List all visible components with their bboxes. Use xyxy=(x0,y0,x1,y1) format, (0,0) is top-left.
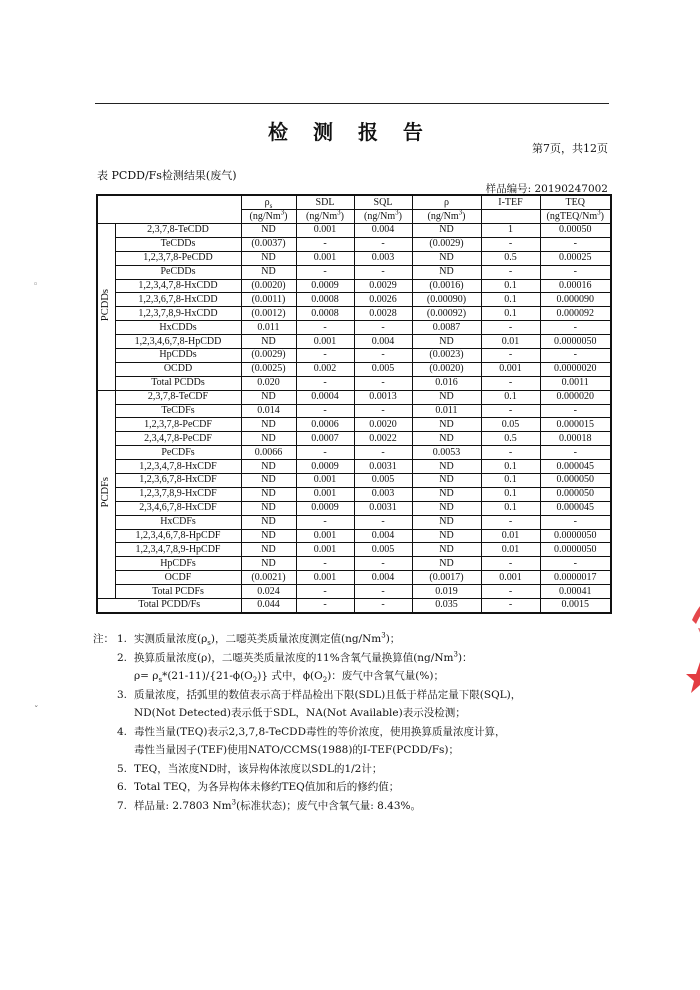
note-2: 2. 换算质量浓度(ρ)，二噁英类质量浓度的11%含氧气量换算值(ng/Nm$^3$)： xyxy=(117,650,473,664)
cell-teq: 0.0000050 xyxy=(540,543,611,557)
table-row xyxy=(97,376,611,390)
cell-sdl: 0.001 xyxy=(296,224,354,238)
cell-teq: 0.000092 xyxy=(540,307,611,321)
unit-sdl: (ng/Nm$^3$) xyxy=(296,210,354,224)
cell-rho: (0.00090) xyxy=(412,293,481,307)
cell-sdl: - xyxy=(296,237,354,251)
header-rule xyxy=(95,103,609,104)
cell-rho: ND xyxy=(412,265,481,279)
table-row xyxy=(97,321,611,335)
results-table xyxy=(96,194,612,614)
cell-sdl: 0.001 xyxy=(296,335,354,349)
cell-rho: ND xyxy=(412,418,481,432)
cell-sdl: - xyxy=(296,404,354,418)
cell-sdl: 0.001 xyxy=(296,529,354,543)
cell-rho-s: ND xyxy=(241,265,296,279)
cell-teq: 0.0000020 xyxy=(540,362,611,376)
cell-sdl: - xyxy=(296,557,354,571)
table-row xyxy=(97,515,611,529)
note-2-formula: $\rho= \rho_s*(21-11)/\{21-\phi(O_2)\}$ 式中，$\phi(O_2)$：废气中含氧气量(%)； xyxy=(134,670,444,685)
cell-sdl: 0.0008 xyxy=(296,293,354,307)
compound-name: TeCDFs xyxy=(115,404,241,418)
cell-sql: 0.0028 xyxy=(354,307,412,321)
cell-sql: 0.004 xyxy=(354,224,412,238)
cell-itef: - xyxy=(481,446,540,460)
cell-itef: 0.1 xyxy=(481,501,540,515)
cell-rho: (0.0023) xyxy=(412,349,481,363)
table-row xyxy=(97,307,611,321)
cell-sql: - xyxy=(354,557,412,571)
cell-sql: 0.003 xyxy=(354,487,412,501)
cell-sql: 0.005 xyxy=(354,543,412,557)
table-row xyxy=(97,404,611,418)
compound-name: 1,2,3,4,7,8-HxCDD xyxy=(115,279,241,293)
table-row xyxy=(97,501,611,515)
group-label-pcdds-text: PCDDs xyxy=(100,288,112,321)
cell-sql: 0.005 xyxy=(354,362,412,376)
cell-teq: 0.000090 xyxy=(540,293,611,307)
cell-sdl: - xyxy=(296,585,354,599)
table-row xyxy=(97,418,611,432)
cell-sql: 0.005 xyxy=(354,474,412,488)
cell-teq: 0.0011 xyxy=(540,376,611,390)
cell-sdl: 0.001 xyxy=(296,571,354,585)
header-blank xyxy=(97,195,241,224)
compound-name: 1,2,3,7,8,9-HxCDD xyxy=(115,307,241,321)
cell-rho: ND xyxy=(412,460,481,474)
compound-name: 1,2,3,4,7,8-HxCDF xyxy=(115,460,241,474)
cell-itef: - xyxy=(481,321,540,335)
cell-rho-s: ND xyxy=(241,487,296,501)
cell-rho-s: 0.044 xyxy=(241,599,296,613)
col-teq: TEQ xyxy=(540,195,611,210)
results-body xyxy=(97,224,611,613)
table-row xyxy=(97,557,611,571)
cell-sql: - xyxy=(354,321,412,335)
table-row xyxy=(97,446,611,460)
cell-itef: - xyxy=(481,515,540,529)
cell-sql: - xyxy=(354,585,412,599)
cell-sql: 0.004 xyxy=(354,571,412,585)
compound-name: 1,2,3,6,7,8-HxCDF xyxy=(115,474,241,488)
cell-rho-s: ND xyxy=(241,390,296,404)
cell-rho-s: ND xyxy=(241,529,296,543)
cell-rho: 0.016 xyxy=(412,376,481,390)
table-row xyxy=(97,543,611,557)
cell-rho: 0.0053 xyxy=(412,446,481,460)
cell-itef: 0.001 xyxy=(481,362,540,376)
cell-rho: (0.0020) xyxy=(412,362,481,376)
note-5: 5. TEQ，当浓度ND时，该异构体浓度以SDL的1/2计； xyxy=(117,762,383,775)
compound-name: Total PCDFs xyxy=(115,585,241,599)
compound-name: OCDF xyxy=(115,571,241,585)
table-row xyxy=(97,293,611,307)
compound-name: 2,3,7,8-TeCDF xyxy=(115,390,241,404)
cell-teq: 0.00041 xyxy=(540,585,611,599)
cell-itef: 0.01 xyxy=(481,529,540,543)
compound-name: OCDD xyxy=(115,362,241,376)
col-itef: I-TEF xyxy=(481,195,540,210)
cell-rho: (0.0016) xyxy=(412,279,481,293)
cell-rho-s: ND xyxy=(241,515,296,529)
cell-rho: ND xyxy=(412,432,481,446)
cell-rho-s: ND xyxy=(241,251,296,265)
cell-teq: 0.00025 xyxy=(540,251,611,265)
cell-rho: ND xyxy=(412,487,481,501)
compound-name: 2,3,7,8-TeCDD xyxy=(115,224,241,238)
cell-sdl: - xyxy=(296,321,354,335)
table-caption: 表 PCDD/Fs检测结果(废气) xyxy=(97,169,237,182)
cell-sdl: 0.0009 xyxy=(296,501,354,515)
col-sdl: SDL xyxy=(296,195,354,210)
cell-rho: ND xyxy=(412,224,481,238)
compound-name: 1,2,3,6,7,8-HxCDD xyxy=(115,293,241,307)
cell-sql: - xyxy=(354,515,412,529)
cell-rho: (0.00092) xyxy=(412,307,481,321)
cell-teq: 0.00050 xyxy=(540,224,611,238)
cell-sdl: - xyxy=(296,599,354,613)
table-row xyxy=(97,251,611,265)
table-row xyxy=(97,390,611,404)
table-row xyxy=(97,349,611,363)
cell-teq: 0.000015 xyxy=(540,418,611,432)
cell-rho: ND xyxy=(412,501,481,515)
cell-sdl: - xyxy=(296,265,354,279)
cell-itef: 0.1 xyxy=(481,293,540,307)
cell-rho-s: ND xyxy=(241,335,296,349)
cell-sdl: 0.0006 xyxy=(296,418,354,432)
sample-number: 样品编号: 20190247002 xyxy=(485,183,608,195)
table-row xyxy=(97,585,611,599)
cell-rho-s: ND xyxy=(241,501,296,515)
notes xyxy=(93,630,608,815)
table-row xyxy=(97,474,611,488)
cell-sdl: 0.001 xyxy=(296,474,354,488)
cell-rho-s: 0.011 xyxy=(241,321,296,335)
note-4: 4. 毒性当量(TEQ)表示2,3,7,8-TeCDD毒性的等价浓度，使用换算质量浓度计算， xyxy=(117,725,506,738)
group-label-pcdds xyxy=(97,224,115,391)
cell-itef: - xyxy=(481,585,540,599)
cell-rho-s: ND xyxy=(241,418,296,432)
col-rho-s: $\rho_s$ xyxy=(241,195,296,210)
cell-sdl: 0.0009 xyxy=(296,460,354,474)
cell-teq: 0.000050 xyxy=(540,487,611,501)
cell-teq: 0.000045 xyxy=(540,501,611,515)
cell-itef: - xyxy=(481,376,540,390)
cell-sdl: 0.0004 xyxy=(296,390,354,404)
cell-sdl: 0.001 xyxy=(296,487,354,501)
cell-rho-s: ND xyxy=(241,432,296,446)
compound-name: 2,3,4,7,8-PeCDF xyxy=(115,432,241,446)
cell-sql: - xyxy=(354,265,412,279)
cell-rho-s: (0.0029) xyxy=(241,349,296,363)
cell-sdl: 0.0007 xyxy=(296,432,354,446)
cell-itef: 0.1 xyxy=(481,279,540,293)
cell-teq: - xyxy=(540,557,611,571)
note-4-cont: 毒性当量因子(TEF)使用NATO/CCMS(1988)的I-TEF(PCDD/Fs)； xyxy=(134,744,460,756)
cell-rho: 0.0087 xyxy=(412,321,481,335)
page-info: 第7页，共12页 xyxy=(532,142,608,155)
scan-speck: ◦ xyxy=(33,280,39,290)
cell-itef: - xyxy=(481,557,540,571)
cell-sql: 0.004 xyxy=(354,335,412,349)
cell-teq: 0.0000050 xyxy=(540,529,611,543)
cell-rho-s: 0.014 xyxy=(241,404,296,418)
cell-teq: 0.000020 xyxy=(540,390,611,404)
cell-teq: 0.0000017 xyxy=(540,571,611,585)
cell-sql: - xyxy=(354,376,412,390)
col-rho: ρ xyxy=(412,195,481,210)
cell-teq: - xyxy=(540,349,611,363)
cell-rho-s: 0.024 xyxy=(241,585,296,599)
compound-name: HpCDFs xyxy=(115,557,241,571)
cell-sql: 0.0031 xyxy=(354,501,412,515)
cell-itef: 0.001 xyxy=(481,571,540,585)
note-3-cont: ND(Not Detected)表示低于SDL，NA(Not Available)表示没检测； xyxy=(134,707,466,719)
table-row xyxy=(97,487,611,501)
cell-rho-s: ND xyxy=(241,474,296,488)
cell-sql: 0.0022 xyxy=(354,432,412,446)
cell-sdl: - xyxy=(296,349,354,363)
col-sql: SQL xyxy=(354,195,412,210)
cell-itef: 0.1 xyxy=(481,390,540,404)
cell-sdl: - xyxy=(296,446,354,460)
unit-rho: (ng/Nm$^3$) xyxy=(412,210,481,224)
unit-sql: (ng/Nm$^3$) xyxy=(354,210,412,224)
cell-itef: - xyxy=(481,404,540,418)
cell-sql: 0.0029 xyxy=(354,279,412,293)
cell-teq: - xyxy=(540,265,611,279)
group-label-pcdfs xyxy=(97,390,115,598)
cell-sql: 0.0020 xyxy=(354,418,412,432)
cell-rho-s: (0.0021) xyxy=(241,571,296,585)
cell-sql: - xyxy=(354,446,412,460)
compound-name: HxCDFs xyxy=(115,515,241,529)
cell-rho: 0.019 xyxy=(412,585,481,599)
cell-teq: 0.00018 xyxy=(540,432,611,446)
cell-rho: ND xyxy=(412,251,481,265)
table-row xyxy=(97,335,611,349)
cell-teq: 0.0015 xyxy=(540,599,611,613)
cell-rho-s: 0.020 xyxy=(241,376,296,390)
compound-name: TeCDDs xyxy=(115,237,241,251)
cell-rho: ND xyxy=(412,543,481,557)
cell-itef: 0.1 xyxy=(481,307,540,321)
cell-itef: - xyxy=(481,237,540,251)
unit-rho-s: (ng/Nm$^3$) xyxy=(241,210,296,224)
cell-rho: ND xyxy=(412,529,481,543)
compound-name: 2,3,4,6,7,8-HxCDF xyxy=(115,501,241,515)
cell-itef: 0.5 xyxy=(481,432,540,446)
table-row xyxy=(97,224,611,238)
cell-itef: 0.05 xyxy=(481,418,540,432)
cell-rho: 0.035 xyxy=(412,599,481,613)
cell-itef: 0.01 xyxy=(481,335,540,349)
cell-rho-s: (0.0012) xyxy=(241,307,296,321)
compound-name: 1,2,3,4,6,7,8-HpCDD xyxy=(115,335,241,349)
group-label-pcdfs-text: PCDFs xyxy=(100,477,112,508)
cell-teq: 0.000050 xyxy=(540,474,611,488)
cell-itef: 0.01 xyxy=(481,543,540,557)
cell-rho: 0.011 xyxy=(412,404,481,418)
cell-itef: 1 xyxy=(481,224,540,238)
compound-name: 1,2,3,7,8,9-HxCDF xyxy=(115,487,241,501)
cell-itef: - xyxy=(481,349,540,363)
cell-sql: - xyxy=(354,237,412,251)
cell-sql: 0.0013 xyxy=(354,390,412,404)
cell-teq: - xyxy=(540,321,611,335)
compound-name: HpCDDs xyxy=(115,349,241,363)
cell-rho-s: ND xyxy=(241,543,296,557)
cell-teq: 0.0000050 xyxy=(540,335,611,349)
cell-sql: 0.0031 xyxy=(354,460,412,474)
cell-rho-s: ND xyxy=(241,460,296,474)
cell-rho: ND xyxy=(412,335,481,349)
unit-itef xyxy=(481,210,540,224)
cell-sdl: 0.0009 xyxy=(296,279,354,293)
red-seal-stamp xyxy=(678,580,700,740)
cell-teq: - xyxy=(540,446,611,460)
cell-sql: 0.0026 xyxy=(354,293,412,307)
cell-itef: 0.5 xyxy=(481,251,540,265)
cell-itef: 0.1 xyxy=(481,487,540,501)
note-6: 6. Total TEQ，为各异构体未修约TEQ值加和后的修约值； xyxy=(117,781,400,793)
cell-itef: - xyxy=(481,599,540,613)
cell-teq: 0.000045 xyxy=(540,460,611,474)
compound-name: Total PCDDs xyxy=(115,376,241,390)
cell-itef: - xyxy=(481,265,540,279)
cell-teq: - xyxy=(540,404,611,418)
compound-name: HxCDDs xyxy=(115,321,241,335)
cell-rho-s: ND xyxy=(241,224,296,238)
cell-rho-s: (0.0011) xyxy=(241,293,296,307)
table-row xyxy=(97,237,611,251)
table-row xyxy=(97,529,611,543)
cell-sql: 0.003 xyxy=(354,251,412,265)
compound-name: Total PCDD/Fs xyxy=(97,599,241,613)
note-7: 7. 样品量: 2.7803 Nm$^3$(标准状态)；废气中含氧气量: 8.43%。 xyxy=(117,798,422,812)
cell-rho: ND xyxy=(412,390,481,404)
scan-speck: ˇ xyxy=(34,706,39,716)
note-1: 注： 1. 实测质量浓度$(\rho_s)$，二噁英类质量浓度测定值(ng/Nm$^3$)； xyxy=(93,631,401,648)
cell-sql: - xyxy=(354,599,412,613)
cell-teq: 0.00016 xyxy=(540,279,611,293)
report-title: 检 测 报 告 xyxy=(268,120,432,144)
cell-teq: - xyxy=(540,237,611,251)
table-row xyxy=(97,432,611,446)
cell-rho-s: (0.0037) xyxy=(241,237,296,251)
cell-rho: ND xyxy=(412,557,481,571)
compound-name: PeCDDs xyxy=(115,265,241,279)
cell-sdl: 0.0008 xyxy=(296,307,354,321)
compound-name: 1,2,3,4,7,8,9-HpCDF xyxy=(115,543,241,557)
table-row xyxy=(97,279,611,293)
cell-rho: ND xyxy=(412,474,481,488)
note-3: 3. 质量浓度，括弧里的数值表示高于样品检出下限(SDL)且低于样品定量下限(SQL)， xyxy=(117,688,522,701)
total-row xyxy=(97,599,611,613)
cell-rho-s: (0.0020) xyxy=(241,279,296,293)
cell-sql: - xyxy=(354,404,412,418)
cell-sql: - xyxy=(354,349,412,363)
cell-sdl: 0.001 xyxy=(296,251,354,265)
compound-name: PeCDFs xyxy=(115,446,241,460)
table-row xyxy=(97,362,611,376)
cell-rho-s: ND xyxy=(241,557,296,571)
compound-name: 1,2,3,4,6,7,8-HpCDF xyxy=(115,529,241,543)
cell-rho: ND xyxy=(412,515,481,529)
cell-sdl: 0.001 xyxy=(296,543,354,557)
cell-itef: 0.1 xyxy=(481,474,540,488)
table-row xyxy=(97,571,611,585)
unit-teq: (ngTEQ/Nm$^3$) xyxy=(540,210,611,224)
cell-sdl: 0.002 xyxy=(296,362,354,376)
cell-rho-s: (0.0025) xyxy=(241,362,296,376)
compound-name: 1,2,3,7,8-PeCDF xyxy=(115,418,241,432)
table-row xyxy=(97,460,611,474)
cell-rho-s: 0.0066 xyxy=(241,446,296,460)
cell-itef: 0.1 xyxy=(481,460,540,474)
cell-sdl: - xyxy=(296,376,354,390)
compound-name: 1,2,3,7,8-PeCDD xyxy=(115,251,241,265)
cell-rho: (0.0017) xyxy=(412,571,481,585)
cell-sql: 0.004 xyxy=(354,529,412,543)
cell-teq: - xyxy=(540,515,611,529)
cell-rho: (0.0029) xyxy=(412,237,481,251)
table-row xyxy=(97,265,611,279)
cell-sdl: - xyxy=(296,515,354,529)
